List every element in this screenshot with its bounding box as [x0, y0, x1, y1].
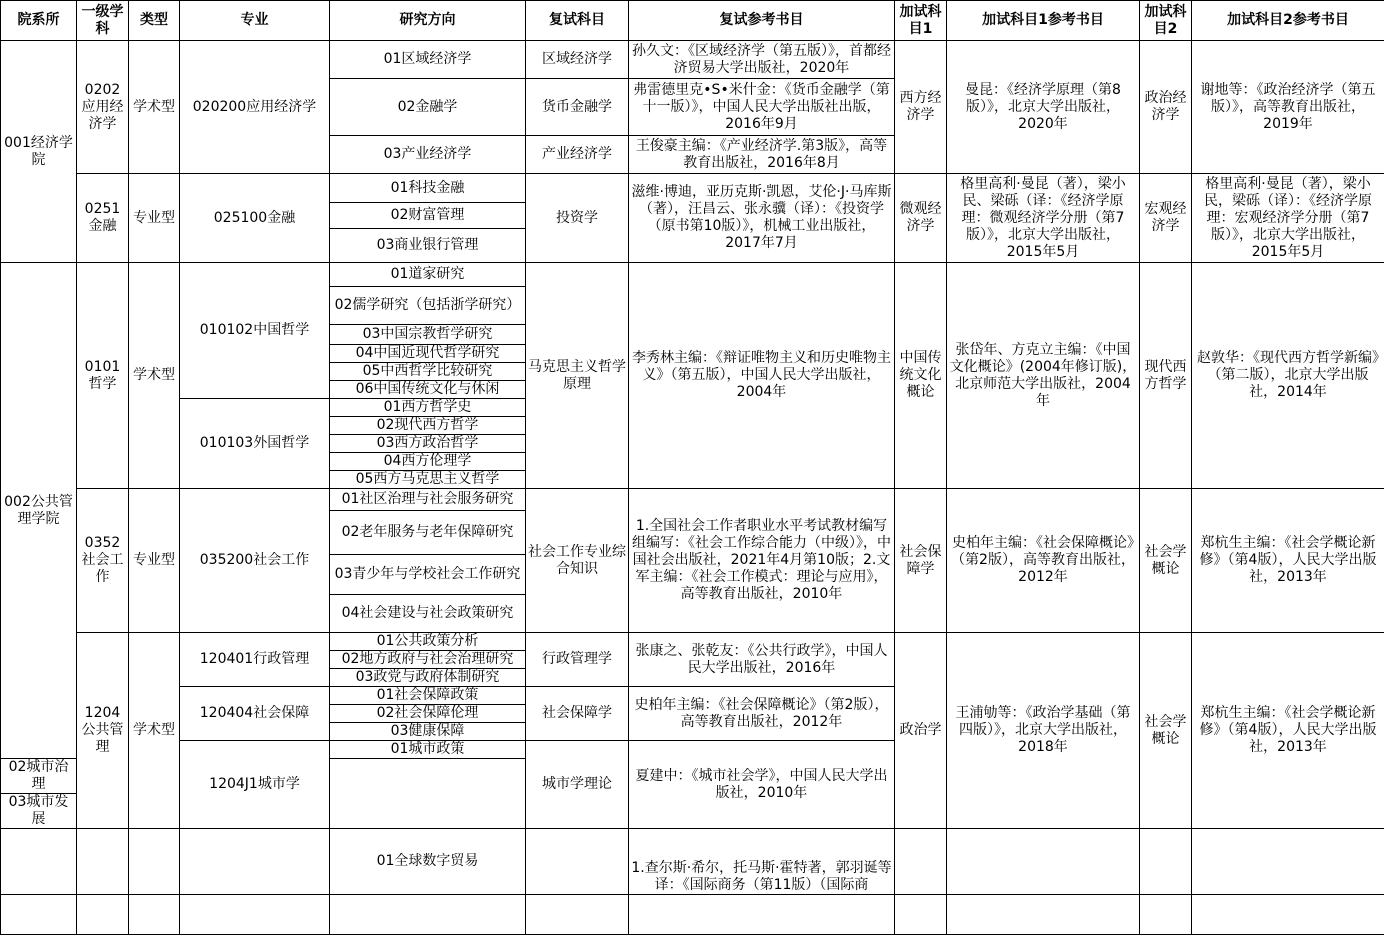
table-row	[1, 829, 1384, 895]
extra1-books-cell: 史柏年主编：《社会保障概论》（第2版），高等教育出版社，2012年	[947, 489, 1140, 633]
header-direction: 研究方向	[330, 1, 526, 41]
extra2-cell: 现代西方哲学	[1140, 263, 1192, 489]
type-cell: 学术型	[129, 41, 180, 174]
major-cell: 020200应用经济学	[180, 41, 330, 174]
extra1-cell: 西方经济学	[895, 41, 947, 174]
header-type: 类型	[129, 1, 180, 41]
major-cell: 010102中国哲学	[180, 263, 330, 399]
type-cell	[129, 829, 180, 895]
subject-cell: 区域经济学	[526, 41, 629, 79]
direction-cell: 02财富管理	[330, 203, 526, 229]
major-cell: 1204J1城市学	[180, 741, 330, 829]
extra1-cell: 政治学	[895, 633, 947, 829]
extra2-books-cell: 赵敦华：《现代西方哲学新编》（第二版），北京大学出版社，2014年	[1192, 263, 1384, 489]
direction-cell: 05西方马克思主义哲学	[330, 471, 526, 489]
discipline-cell: 0101哲学	[77, 263, 129, 489]
type-cell: 学术型	[129, 633, 180, 829]
subject-cell: 产业经济学	[526, 136, 629, 174]
dept-cell: 001经济学院	[1, 41, 77, 263]
books-cell: 1.查尔斯·希尔，托马斯·霍特著，郭羽诞等译：《国际商务（第11版）（国际商	[629, 829, 895, 895]
subject-cell: 城市学理论	[526, 741, 629, 829]
direction-cell: 03西方政治哲学	[330, 435, 526, 453]
direction-cell: 03青少年与学校社会工作研究	[330, 555, 526, 595]
direction-cell: 03健康保障	[330, 723, 526, 741]
direction-cell: 01西方哲学史	[330, 399, 526, 417]
books-cell: 弗雷德里克•S•米什金：《货币金融学（第十一版）》，中国人民大学出版社出版，2016年9月	[629, 79, 895, 136]
header-retest-books: 复试参考书目	[629, 1, 895, 41]
books-cell: 滋维·博迪，亚历克斯·凯恩，艾伦·J·马库斯（著），汪昌云、张永骥（译）：《投资学（原书第10版）》，机械工业出版社，2017年7月	[629, 174, 895, 263]
extra2-cell: 政治经济学	[1140, 41, 1192, 174]
direction-cell: 02老年服务与老年保障研究	[330, 511, 526, 555]
direction-cell: 05中西哲学比较研究	[330, 363, 526, 381]
direction-cell: 01道家研究	[330, 263, 526, 287]
major-cell	[180, 829, 330, 895]
extra2-cell: 宏观经济学	[1140, 174, 1192, 263]
direction-cell: 01区域经济学	[330, 41, 526, 79]
extra1-books-cell: 格里高利·曼昆（著），梁小民、梁砾（译：《经济学原理：微观经济学分册（第7版）》，北京大学出版社，2015年5月	[947, 174, 1140, 263]
extra2-books-cell: 谢地等：《政治经济学（第五版）》，高等教育出版社，2019年	[1192, 41, 1384, 174]
books-cell: 夏建中：《城市社会学》，中国人民大学出版社，2010年	[629, 741, 895, 829]
header-discipline: 一级学科	[77, 1, 129, 41]
direction-cell: 02现代西方哲学	[330, 417, 526, 435]
extra1-cell: 中国传统文化概论	[895, 263, 947, 489]
major-cell: 010103外国哲学	[180, 399, 330, 489]
dept-cell	[1, 829, 77, 895]
direction-cell: 02社会保障伦理	[330, 705, 526, 723]
extra2-cell: 社会学概论	[1140, 633, 1192, 829]
books-cell: 王俊豪主编：《产业经济学.第3版》，高等教育出版社，2016年8月	[629, 136, 895, 174]
table-row	[1, 895, 1384, 935]
table-row	[1, 41, 1384, 79]
direction-cell: 03政党与政府体制研究	[330, 669, 526, 687]
extra2-cell	[1140, 829, 1192, 895]
subject-cell	[526, 829, 629, 895]
subject-cell: 行政管理学	[526, 633, 629, 687]
direction-cell: 01城市政策	[330, 741, 526, 759]
extra2-books-cell: 郑杭生主编：《社会学概论新修》（第4版），人民大学出版社，2013年	[1192, 489, 1384, 633]
header-extra2-books: 加试科目2参考书目	[1192, 1, 1384, 41]
extra2-cell: 社会学概论	[1140, 489, 1192, 633]
table-row	[1, 174, 1384, 203]
major-cell: 120401行政管理	[180, 633, 330, 687]
major-cell: 025100金融	[180, 174, 330, 263]
major-cell: 035200社会工作	[180, 489, 330, 633]
direction-cell: 04社会建设与社会政策研究	[330, 595, 526, 633]
direction-cell: 01社区治理与社会服务研究	[330, 489, 526, 511]
header-extra1-books: 加试科目1参考书目	[947, 1, 1140, 41]
discipline-cell: 0202应用经济学	[77, 41, 129, 174]
extra1-books-cell: 王浦劬等：《政治学基础（第四版）》，北京大学出版社，2018年	[947, 633, 1140, 829]
direction-cell: 04西方伦理学	[330, 453, 526, 471]
header-retest-subject: 复试科目	[526, 1, 629, 41]
direction-cell: 06中国传统文化与休闲	[330, 381, 526, 399]
extra2-books-cell: 郑杭生主编：《社会学概论新修》（第4版），人民大学出版社，2013年	[1192, 633, 1384, 829]
discipline-cell: 0352社会工作	[77, 489, 129, 633]
extra2-books-cell	[1192, 829, 1384, 895]
header-extra1: 加试科目1	[895, 1, 947, 41]
discipline-cell: 0251金融	[77, 174, 129, 263]
table-row	[1, 489, 1384, 511]
direction-cell: 02金融学	[330, 79, 526, 136]
header-major: 专业	[180, 1, 330, 41]
direction-cell: 02地方政府与社会治理研究	[330, 651, 526, 669]
subject-cell: 货币金融学	[526, 79, 629, 136]
subject-cell: 社会保障学	[526, 687, 629, 741]
table-row	[1, 263, 1384, 287]
direction-cell: 04中国近现代哲学研究	[330, 345, 526, 363]
books-cell: 孙久文：《区域经济学（第五版）》，首都经济贸易大学出版社，2020年	[629, 41, 895, 79]
type-cell: 专业型	[129, 489, 180, 633]
direction-cell: 03产业经济学	[330, 136, 526, 174]
direction-cell: 03商业银行管理	[330, 229, 526, 263]
direction-cell: 01社会保障政策	[330, 687, 526, 705]
subject-cell: 社会工作专业综合知识	[526, 489, 629, 633]
major-cell: 120404社会保障	[180, 687, 330, 741]
extra1-cell	[895, 829, 947, 895]
type-cell: 专业型	[129, 174, 180, 263]
extra1-books-cell	[947, 829, 1140, 895]
type-cell: 学术型	[129, 263, 180, 489]
table-row	[1, 633, 1384, 651]
dept-cell: 002公共管理学院	[1, 263, 77, 759]
discipline-cell: 1204公共管理	[77, 633, 129, 829]
header-extra2: 加试科目2	[1140, 1, 1192, 41]
direction-cell: 03城市发展	[1, 794, 77, 829]
extra1-cell: 社会保障学	[895, 489, 947, 633]
subject-cell: 马克思主义哲学原理	[526, 263, 629, 489]
books-cell: 张康之、张乾友：《公共行政学》，中国人民大学出版社，2016年	[629, 633, 895, 687]
subject-cell: 投资学	[526, 174, 629, 263]
header-dept: 院系所	[1, 1, 77, 41]
discipline-cell	[77, 829, 129, 895]
direction-cell: 03中国宗教哲学研究	[330, 325, 526, 345]
books-cell: 李秀林主编：《辩证唯物主义和历史唯物主义》（第五版），中国人民大学出版社，2004年	[629, 263, 895, 489]
extra2-books-cell: 格里高利·曼昆（著），梁小民，梁砾（译）：《经济学原理：宏观经济学分册（第7版）》，北京大学出版社，2015年5月	[1192, 174, 1384, 263]
extra1-cell: 微观经济学	[895, 174, 947, 263]
direction-cell: 01科技金融	[330, 174, 526, 203]
books-cell: 1.全国社会工作者职业水平考试教材编写组编写：《社会工作综合能力（中级）》，中国社会出版社，2021年4月第10版；2.文军主编：《社会工作模式：理论与应用》，高等教育出版社，2010年	[629, 489, 895, 633]
extra1-books-cell: 张岱年、方克立主编：《中国文化概论》(2004年修订版)，北京师范大学出版社，2004年	[947, 263, 1140, 489]
direction-cell: 01全球数字贸易	[330, 829, 526, 895]
books-cell: 史柏年主编：《社会保障概论》（第2版），高等教育出版社，2012年	[629, 687, 895, 741]
direction-cell: 01公共政策分析	[330, 633, 526, 651]
direction-cell: 02儒学研究（包括浙学研究）	[330, 287, 526, 325]
direction-cell: 02城市治理	[1, 759, 77, 794]
header-row	[1, 1, 1384, 41]
extra1-books-cell: 曼昆：《经济学原理（第8版）》，北京大学出版社，2020年	[947, 41, 1140, 174]
